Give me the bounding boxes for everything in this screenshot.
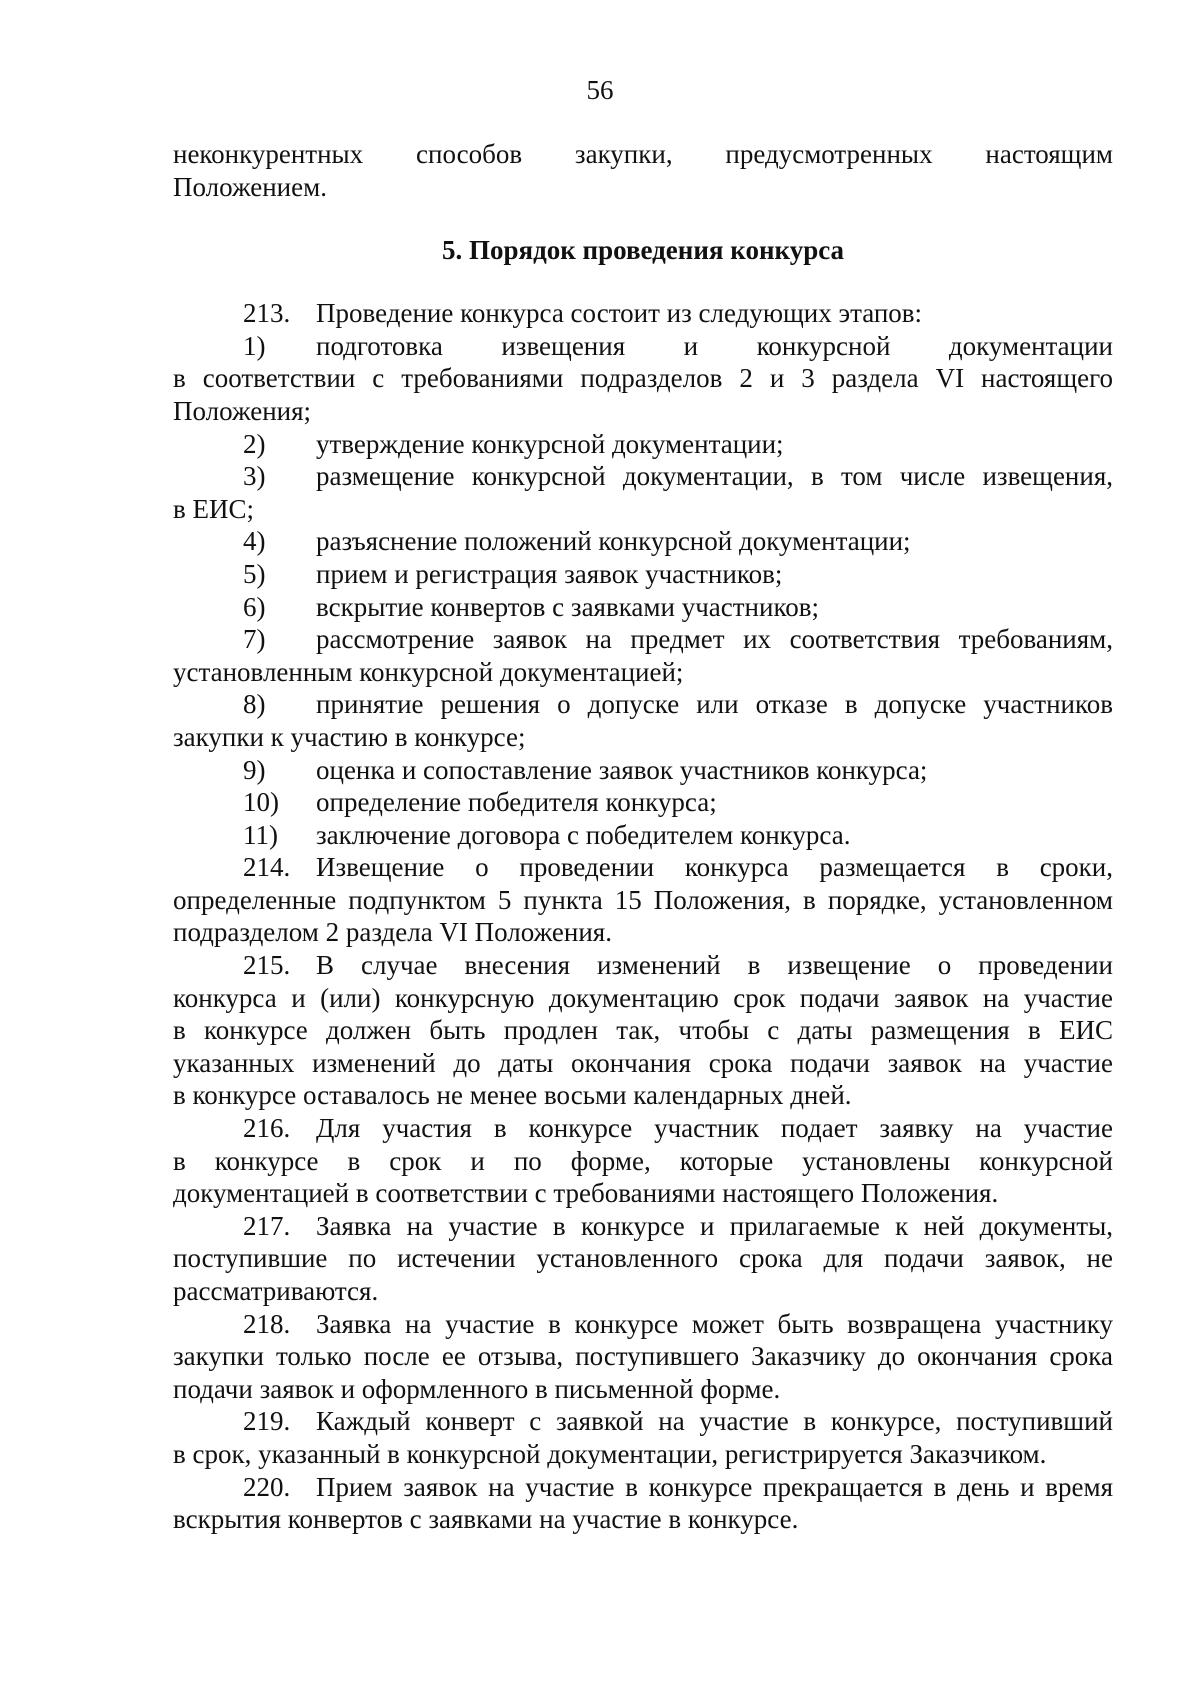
step-text: вскрытие конвертов с заявками участников; <box>316 591 819 622</box>
paragraph-text: Каждый конверт с заявкой на участие в конкурсе, поступивший <box>316 1406 1113 1437</box>
document-body <box>173 138 1113 1536</box>
paragraph-number: 220. <box>243 1471 291 1502</box>
step-item <box>173 688 1113 721</box>
step-text: утверждение конкурсной документации; <box>316 428 784 459</box>
paragraph-line: в срок, указанный в конкурсной документации, регистрируется Заказчиком. <box>173 1438 1047 1469</box>
step-continuation: в соответствии с требованиями подразделов 2 и 3 раздела VI настоящего <box>173 363 1113 394</box>
paragraph-line: в конкурсе должен быть продлен так, чтобы с даты размещения в ЕИС <box>173 1015 1113 1046</box>
paragraph-number: 216. <box>243 1113 291 1144</box>
paragraph-text: Проведение конкурса состоит из следующих этапов: <box>316 298 923 329</box>
step-item <box>173 558 1113 591</box>
step-item <box>173 786 1113 819</box>
step-number: 8) <box>243 689 266 720</box>
step-item <box>173 754 1113 787</box>
step-text: прием и регистрация заявок участников; <box>316 558 783 589</box>
step-continuation: в ЕИС; <box>173 493 254 524</box>
intro-line-1: неконкурентных способов закупки, предусмотренных настоящим <box>173 139 1113 169</box>
step-item <box>173 460 1113 493</box>
step-number: 1) <box>243 330 266 361</box>
paragraph-218 <box>173 1308 1113 1341</box>
paragraph-line: документацией в соответствии с требованиями настоящего Положения. <box>173 1178 999 1209</box>
paragraph-number: 217. <box>243 1210 291 1241</box>
step-text: заключение договора с победителем конкурса. <box>316 819 851 850</box>
paragraph-216 <box>173 1112 1113 1145</box>
paragraph-line: в конкурсе оставалось не менее восьми календарных дней. <box>173 1080 852 1111</box>
step-number: 5) <box>243 558 266 589</box>
steps-list <box>173 330 1113 852</box>
paragraph-line: определенные подпунктом 5 пункта 15 Положения, в порядке, установленном <box>173 884 1113 915</box>
step-item <box>173 525 1113 558</box>
paragraph-number: 219. <box>243 1406 291 1437</box>
paragraph-number: 214. <box>243 852 291 883</box>
paragraph-line: подразделом 2 раздела VI Положения. <box>173 917 612 948</box>
step-number: 4) <box>243 526 266 557</box>
step-continuation: Положения; <box>173 395 312 426</box>
paragraph-line: вскрытия конвертов с заявками на участие в конкурсе. <box>173 1504 799 1535</box>
step-text: определение победителя конкурса; <box>316 787 717 818</box>
paragraph-number: 215. <box>243 950 291 981</box>
step-item <box>173 330 1113 363</box>
step-number: 6) <box>243 591 266 622</box>
paragraph-214 <box>173 851 1113 884</box>
step-text: рассмотрение заявок на предмет их соответствия требованиям, <box>316 624 1113 655</box>
paragraph-line: поступившие по истечении установленного срока для подачи заявок, не <box>173 1243 1113 1274</box>
page-number: 56 <box>586 75 614 105</box>
step-text: принятие решения о допуске или отказе в допуске участников <box>316 689 1113 720</box>
paragraph-213 <box>173 297 1113 330</box>
step-item <box>173 591 1113 624</box>
paragraph-line: закупки только после ее отзыва, поступившего Заказчику до окончания срока <box>173 1341 1113 1372</box>
paragraph-219 <box>173 1405 1113 1438</box>
step-number: 11) <box>243 819 278 850</box>
step-item <box>173 819 1113 852</box>
paragraph-line: указанных изменений до даты окончания срока подачи заявок на участие <box>173 1047 1113 1078</box>
step-number: 3) <box>243 461 266 492</box>
step-number: 7) <box>243 624 266 655</box>
step-number: 10) <box>243 787 279 818</box>
section-title: 5. Порядок проведения конкурса <box>441 235 845 266</box>
step-text: подготовка извещения и конкурсной документации <box>316 330 1113 361</box>
step-number: 9) <box>243 754 266 785</box>
paragraph-line: конкурса и (или) конкурсную документацию срок подачи заявок на участие <box>173 982 1113 1013</box>
step-number: 2) <box>243 428 266 459</box>
paragraph-215 <box>173 949 1113 982</box>
step-text: оценка и сопоставление заявок участников конкурса; <box>316 754 928 785</box>
paragraphs-list <box>173 851 1113 1535</box>
step-text: размещение конкурсной документации, в том числе извещения, <box>316 461 1113 492</box>
step-item <box>173 428 1113 461</box>
paragraph-220 <box>173 1471 1113 1504</box>
step-text: разъяснение положений конкурсной документации; <box>316 526 911 557</box>
paragraph-text: В случае внесения изменений в извещение о проведении <box>316 950 1113 981</box>
paragraph-number: 213. <box>243 298 291 329</box>
paragraph-text: Прием заявок на участие в конкурсе прекращается в день и время <box>316 1471 1113 1502</box>
paragraph-number: 218. <box>243 1308 291 1339</box>
paragraph-text: Заявка на участие в конкурсе может быть возвращена участнику <box>316 1308 1113 1339</box>
paragraph-line: подачи заявок и оформленного в письменной форме. <box>173 1373 781 1404</box>
step-item <box>173 623 1113 656</box>
step-continuation: установленным конкурсной документацией; <box>173 656 684 687</box>
intro-line-2: Положением. <box>173 171 327 202</box>
paragraph-217 <box>173 1210 1113 1243</box>
step-continuation: закупки к участию в конкурсе; <box>173 721 526 752</box>
paragraph-line: рассматриваются. <box>173 1276 379 1306</box>
paragraph-text: Извещение о проведении конкурса размещается в сроки, <box>316 852 1113 883</box>
paragraph-line: в конкурсе в срок и по форме, которые установлены конкурсной <box>173 1145 1113 1176</box>
paragraph-text: Для участия в конкурсе участник подает заявку на участие <box>316 1113 1113 1144</box>
paragraph-text: Заявка на участие в конкурсе и прилагаемые к ней документы, <box>316 1210 1113 1241</box>
